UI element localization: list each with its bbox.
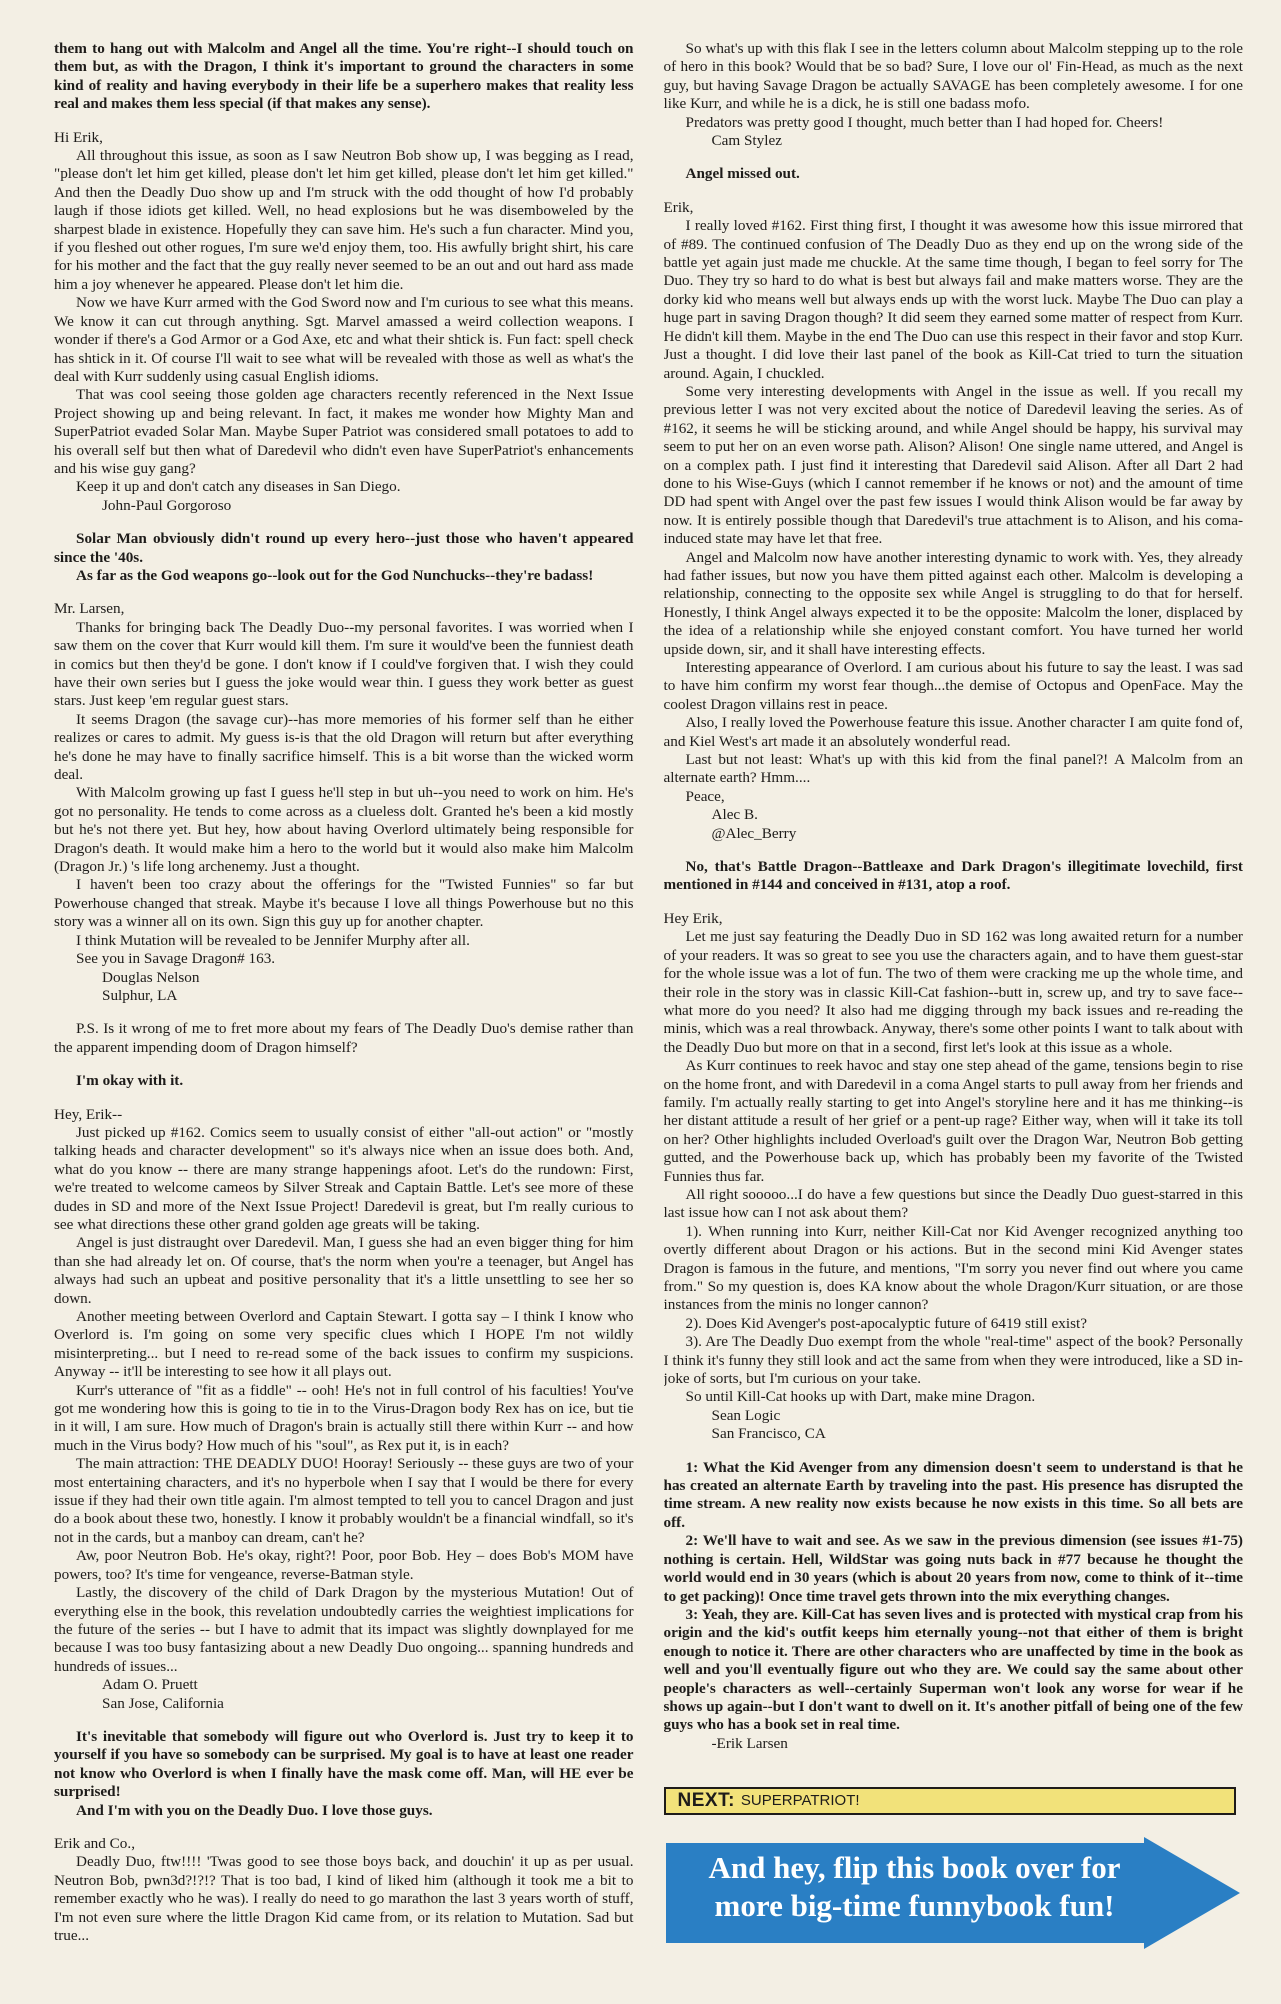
flip-book-banner [664, 1837, 1244, 1949]
next-issue-box [664, 1787, 1236, 1815]
letter-salutation: Erik, [663, 198, 694, 216]
flip-banner-line-2: more big-time funnybook fun! [714, 1888, 1115, 1924]
letter-paragraph: The main attraction: THE DEADLY DUO! Hooray! Seriously -- these guys are two of your most entertaining characters, and it's no hyperbole when I say that I would be there for every issue if they had their own title again. I'm almost tempted to tell you to cancel Dragon and just do a book about these two, honestly. I know it probably wouldn't be a financial windfall, so it's not in the cards, but a manboy can dream, can't he? [54, 1455, 634, 1546]
letter-paragraph: Aw, poor Neutron Bob. He's okay, right?! Poor, poor Bob. Hey – does Bob's MOM have powers, too? It's time for vengeance, reverse-Batman style. [54, 1547, 634, 1583]
next-issue-label: NEXT: [677, 1789, 735, 1811]
letter-paragraph: Some very interesting developments with Angel in the issue as well. If you recall my previous letter I was not very excited about the notice of Daredevil leaving the series. As of #162, it seems he will be sticking around, and while Angel should be happy, his survival may seem to put her on an even worse path. Alison? Alison! One single name uttered, and Angel is on a complex path. I just find it interesting that Daredevil said Alison. After all Dart 2 had done to his Wise-Guys (which I cannot remember if he knows or not) and the amount of time DD had spent with Angel over the past few issues I would think Alison would be far away by now. It is entirely possible though that Daredevil's true attachment is to Alison, and his coma-induced state may have let that free. [663, 382, 1243, 548]
editor-reply: 3: Yeah, they are. Kill-Cat has seven lives and is protected with mystical crap from his origin and the kid's outfit keeps him eternally young--not that either of them is bright enough to notice it. There are other characters who are unaffected by time in the book as well and you'll eventually figure out who they are. We could say the same about other people's characters as well--certainly Superman won't look any worse for wear if he shows up again--but I don't want to dwell on it. It's another pitfall of being one of the few guys who has a book set in real time. [663, 1605, 1243, 1734]
letter-paragraph: Interesting appearance of Overlord. I am curious about his future to say the least. I was sad to have him confirm my worst fear though...the demise of Octopus and OpenFace. May the coolest Dragon villains rest in peace. [663, 659, 1243, 713]
editor-reply: As far as the God weapons go--look out for the God Nunchucks--they're badass! [76, 566, 594, 584]
paragraph-spacer [54, 1713, 634, 1728]
left-column [54, 40, 634, 2004]
letter-signature: San Jose, California [102, 1694, 224, 1712]
letter-paragraph: See you in Savage Dragon# 163. [76, 950, 276, 968]
letter-signature: -Erik Larsen [711, 1734, 788, 1752]
letter-paragraph: Now we have Kurr armed with the God Sword now and I'm curious to see what this means. We know it can cut through anything. Sgt. Marvel amassed a weird collection weapons. I wonder if there's a God Armor or a God Axe, etc and what their shtick is. Fun fact: spell check has shtick in it. Of course I'll wait to see what will be revealed with those as well as what's the deal with Kurr suddenly using casual English idioms. [54, 294, 634, 385]
letter-paragraph: 3). Are The Deadly Duo exempt from the whole "real-time" aspect of the book? Personally I think it's funny they still look and act the same from when they were introduced, like a SD in-joke of sorts, but I'm curious on your take. [663, 1333, 1243, 1388]
letter-salutation: Hi Erik, [54, 128, 103, 146]
editor-reply: Solar Man obviously didn't round up every hero--just those who haven't appeared since the '40s. [54, 530, 634, 566]
letter-paragraph: I think Mutation will be revealed to be Jennifer Murphy after all. [76, 931, 470, 949]
letter-salutation: Mr. Larsen, [54, 600, 125, 618]
letter-paragraph: Angel and Malcolm now have another interesting dynamic to work with. Yes, they already had father issues, but now you have them pitted against each other. Malcolm is developing a relationship, connecting to the opposite sex while Angel is struggling to do that for herself. Honestly, I think Angel always expected it to be the opposite: Malcolm the loner, displaced by the idea of a relationship while she enjoyed constant comfort. You have turned her world upside down, sir, and it shall have interesting effects. [663, 548, 1243, 658]
letter-signature: Adam O. Pruett [102, 1676, 198, 1694]
letter-salutation: Hey, Erik-- [54, 1105, 123, 1123]
paragraph-spacer [54, 1057, 634, 1072]
letter-salutation: Erik and Co., [54, 1834, 135, 1852]
editor-reply: It's inevitable that somebody will figure out who Overlord is. Just try to keep it to yourself if you have so somebody can be surprised. My goal is to have at least one reader not know who Overlord is when I finally have the mask come off. Man, will HE ever be surprised! [54, 1727, 634, 1801]
editor-reply: I'm okay with it. [76, 1072, 184, 1090]
letter-paragraph: Deadly Duo, ftw!!!! 'Twas good to see those boys back, and douchin' it up as per usual. Neutron Bob, pwn3d?!?!? That is too bad, I kind of liked him (although it took me a bit to remember exactly who he was). I really do need to go marathon the last 3 years worth of stuff, I'm not even sure where the little Dragon Kid came from, or its relation to Mutation. Sad but true... [54, 1853, 634, 1944]
letter-paragraph: So what's up with this flak I see in the letters column about Malcolm stepping up to the role of hero in this book? Would that be so bad? Sure, I love our ol' Fin-Head, as much as the next guy, but having Savage Dragon be actually SAVAGE has been completely awesome. I for one like Kurr, and while he is a dick, he is still one badass mofo. [663, 40, 1243, 113]
letter-paragraph: Lastly, the discovery of the child of Dark Dragon by the mysterious Mutation! Out of everything else in the book, this revelation undoubtedly carries the weightiest implications for the future of the series -- but I have to admit that its impact was slightly downplayed for me because I was too busy fantasizing about a new Deadly Duo ongoing... spanning hundreds and hundreds of issues... [54, 1584, 634, 1675]
letter-signature: Cam Stylez [711, 132, 782, 150]
letter-signature: Alec B. [711, 806, 758, 824]
letter-paragraph: 2). Does Kid Avenger's post-apocalyptic future of 6419 still exist? [685, 1314, 1087, 1332]
letter-signature: Douglas Nelson [102, 968, 200, 986]
letter-paragraph: Also, I really loved the Powerhouse feature this issue. Another character I am quite fond of, and Kiel West's art made it an absolutely wonderful read. [663, 714, 1243, 750]
letter-signature: San Francisco, CA [711, 1425, 826, 1443]
letter-paragraph: Peace, [685, 787, 725, 805]
paragraph-spacer [54, 515, 634, 530]
editor-reply: them to hang out with Malcolm and Angel all the time. You're right--I should touch on them but, as with the Dragon, I think it's important to ground the characters in some kind of reality and having everybody in their life be a superhero makes that reality less real and makes them less special (if that makes any sense). [54, 40, 634, 113]
letter-paragraph: I really loved #162. First thing first, I thought it was awesome how this issue mirrored that of #89. The continued confusion of The Deadly Duo as they end up on the wrong side of the battle yet again just made me chuckle. At the same time though, I began to feel sorry for The Duo. They try so hard to do what is best but always fail and make matters worse. They are the dorky kid who means well but always ends up with the worst luck. Maybe The Duo can play a huge part in saving Dragon though? It did seem they earned some matter of respect from Kurr. He didn't kill them. Maybe in the end The Duo can use this respect in their favor and stop Kurr. Just a thought. I did love their last panel of the book as Kill-Cat tried to turn the situation around. Again, I chuckled. [663, 217, 1243, 382]
editor-reply: No, that's Battle Dragon--Battleaxe and Dark Dragon's illegitimate lovechild, first mentioned in #144 and conceived in #131, atop a roof. [663, 858, 1243, 894]
letter-paragraph: Another meeting between Overlord and Captain Stewart. I gotta say – I think I know who Overlord is. I'm going on some very specific clues which I HOPE I'm not wildly misinterpreting... but I need to re-read some of the back issues to confirm my suspicions. Anyway -- it'll be interesting to see how it all plays out. [54, 1308, 634, 1381]
paragraph-spacer [664, 150, 1244, 165]
right-column-text [664, 40, 1244, 1753]
letter-paragraph: That was cool seeing those golden age characters recently referenced in the Next Issue Project showing up and being relevant. In fact, it makes me wonder how Mighty Man and SuperPatriot evaded Solar Man. Maybe Super Patriot was considered small potatoes to add to his overall self but then what of Daredevil who didn't even have SuperPatriot's enhancements and his wise guy gang? [54, 386, 634, 477]
letter-signature: Sean Logic [711, 1406, 781, 1424]
next-issue-title: SUPERPATRIOT! [740, 1791, 860, 1809]
letter-paragraph: Kurr's utterance of "fit as a fiddle" -- ooh! He's not in full control of his faculties! You've got me wondering how this is going to tie in to the Virus-Dragon body Rex has on ice, but tie in it will, I am sure. How much of Dragon's brain is actually still there within Kurr -- and how much in the Virus body? How much of his "soul", as Rex put it, is in each? [54, 1381, 634, 1454]
letter-paragraph: As Kurr continues to reek havoc and stay one step ahead of the game, tensions begin to rise on the home front, and with Daredevil in a coma Angel starts to pull away from her friends and family. I'm actually really starting to get into Angel's storyline here and it has me thinking--is her distant attitude a result of her grief or a pent-up rage? Either way, when will it take its toll on her? Other highlights included Overload's guilt over the Dragon War, Neutron Bob getting gutted, and the Powerhouse back up, which has probably been my favorite of the Twisted Funnies thus far. [663, 1057, 1243, 1185]
letter-paragraph: Just picked up #162. Comics seem to usually consist of either "all-out action" or "mostly talking heads and character development" so it's always nice when an issue does both. And, what do you know -- there are many strange happenings afoot. Let's do the rundown: First, we're treated to welcome cameos by Silver Streak and Captain Battle. Let's see more of these dudes in SD and more of the Next Issue Project! Daredevil is great, but I'm really curious to see what directions these other grand golden age greats will be taking. [54, 1123, 634, 1233]
right-column [664, 40, 1244, 2004]
letter-paragraph: Thanks for bringing back The Deadly Duo--my personal favorites. I was worried when I saw them on the cover that Kurr would kill them. I'm sure it would've been the funniest death in comics but then they'd be gone. I don't know if I could've forgiven that. I wish they could have their own series but I guess the joke would wear thin. I guess they work better as guest stars. Just keep 'em regular guest stars. [54, 618, 634, 710]
letter-paragraph: Angel is just distraught over Daredevil. Man, I guess she had an even bigger thing for him than she had already let on. Of course, that's the norm when you're a teenager, but Angel has always had such an upbeat and positive personality that it's a little unsettling to see her so down. [54, 1234, 634, 1307]
letter-paragraph: P.S. Is it wrong of me to fret more about my fears of The Deadly Duo's demise rather than the apparent impending doom of Dragon himself? [54, 1020, 634, 1056]
letter-paragraph: Keep it up and don't catch any diseases in San Diego. [76, 478, 401, 496]
letter-paragraph: So until Kill-Cat hooks up with Dart, make mine Dragon. [685, 1388, 1036, 1406]
letter-paragraph: Last but not least: What's up with this kid from the final panel?! A Malcolm from an alternate earth? Hmm.... [663, 751, 1243, 787]
paragraph-spacer [664, 843, 1244, 858]
paragraph-spacer [664, 1444, 1244, 1459]
editor-reply: And I'm with you on the Deadly Duo. I love those guys. [76, 1801, 433, 1819]
flip-banner-text [680, 1849, 1150, 1925]
letter-paragraph: With Malcolm growing up fast I guess he'll step in but uh--you need to work on him. He's got no personality. He tends to come across as a clueless dolt. Granted he's been a kid mostly but he's not there yet. But hey, how about having Overlord ultimately being responsible for Dragon's death. It would make him a hero to the world but it would also make him Malcolm (Dragon Jr.) 's life long archenemy. Just a thought. [54, 784, 634, 876]
letter-signature: John-Paul Gorgoroso [102, 496, 232, 514]
letter-salutation: Hey Erik, [663, 909, 723, 927]
letter-signature: Sulphur, LA [102, 986, 178, 1004]
letter-paragraph: All throughout this issue, as soon as I saw Neutron Bob show up, I was begging as I read, "please don't let him get killed, please don't let him get killed, please don't let him get killed." And then the Deadly Duo show up and I'm struck with the odd thought of how I'd probably laugh if those idiots get killed. Well, no head explosions but he was disemboweled by the sharpest blade in existence. Hopefully they can save him. He's such a fun character. Mind you, if you fleshed out other rogues, I'm sure we'd enjoy them, too. His awfully bright shirt, his care for his mother and the fact that the guy really never seemed to be an out and out hard ass made him a joy whenever he appeared. Please don't let him die. [54, 147, 634, 293]
letter-paragraph: I haven't been too crazy about the offerings for the "Twisted Funnies" so far but Powerhouse changed that streak. Maybe it's because I love all things Powerhouse but no this story was a winner all on its own. Sign this guy up for another chapter. [54, 876, 634, 931]
editor-reply: 1: What the Kid Avenger from any dimension doesn't seem to understand is that he has created an alternate Earth by traveling into the past. His presence has disrupted the time stream. A new reality now exists because he now exists in this time. So all bets are off. [663, 1458, 1243, 1531]
flip-banner-line-1: And hey, flip this book over for [708, 1850, 1121, 1886]
editor-reply: Angel missed out. [685, 165, 800, 183]
letter-paragraph: All right sooooo...I do have a few questions but since the Deadly Duo guest-starred in this last issue how can I not ask about them? [663, 1185, 1243, 1222]
paragraph-spacer [54, 1005, 634, 1020]
letter-paragraph: Predators was pretty good I thought, much better than I had hoped for. Cheers! [685, 113, 1164, 131]
letter-paragraph: 1). When running into Kurr, neither Kill-Cat nor Kid Avenger recognized anything too overtly different about Dragon or his actions. But in the second mini Kid Avenger states Dragon is famous in the future, and mentions, "I'm sorry you never find out where you came from." So my question is, does KA know about the whole Dragon/Kurr situation, or are those instances from the minis no longer cannon? [663, 1222, 1243, 1314]
editor-reply: 2: We'll have to wait and see. As we saw in the previous dimension (see issues #1-75) nothing is certain. Hell, WildStar was going nuts back in #77 because he thought the world would end in 30 years (which is about 20 years from now, come to think of it--time to get packing)! Once time travel gets thrown into the mix everything changes. [663, 1532, 1243, 1605]
letter-signature: @Alec_Berry [711, 824, 797, 842]
letter-paragraph: It seems Dragon (the savage cur)--has more memories of his former self than he either realizes or cares to admit. My guess is-is that the old Dragon will return but after everything he's done he may have to finally sacrifice himself. This is a bit worse than the wicked worm deal. [54, 710, 634, 784]
letter-paragraph: Let me just say featuring the Deadly Duo in SD 162 was long awaited return for a number of your readers. It was so great to see you use the characters again, and to have them guest-star for the whole issue was a lot of fun. The two of them were cracking me up the whole time, and their role in the story was in classic Kill-Cat fashion--butt in, screw up, and try to save face--what more do you need? It also had me digging through my back issues and re-reading the minis, which was a real throwback. Anyway, there's some other points I want to talk about with the Deadly Duo but more on that in a second, first let's look at this issue as a whole. [663, 928, 1243, 1056]
